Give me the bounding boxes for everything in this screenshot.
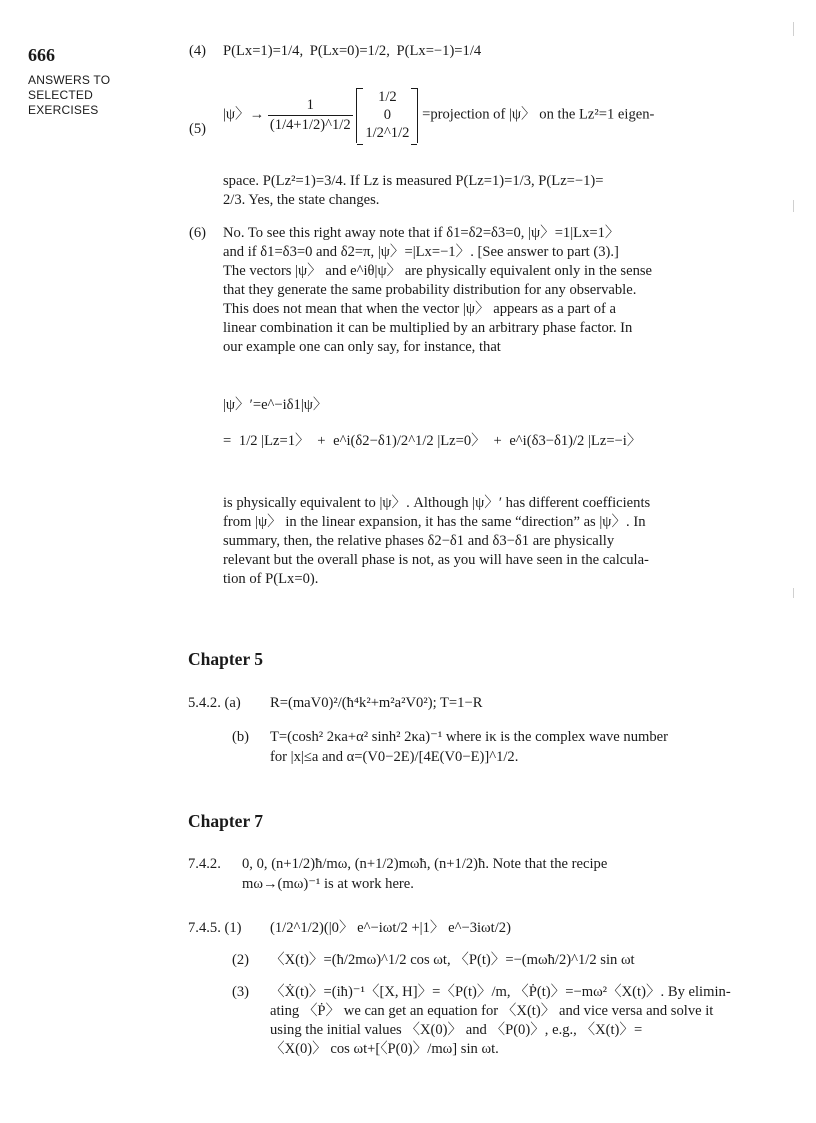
ket-psi: |ψ〉→: [223, 106, 265, 123]
page-number: 666: [28, 45, 55, 65]
fraction-numerator: 1: [268, 96, 353, 116]
item-number: (5): [189, 121, 207, 137]
text-line: relevant but the overall phase is not, as you will have seen in the calcula-: [223, 551, 649, 568]
text-line: linear combination it can be multiplied by an arbitrary phase factor. In: [223, 319, 633, 336]
exercise-5-4-2a: R=(maV0)²/(ħ⁴k²+m²a²V0²); T=1−R: [270, 695, 483, 711]
text-line: 〈X(0)〉 cos ωt+[〈P(0)〉/mω] sin ωt.: [270, 1040, 499, 1057]
text-line: our example one can only say, for instance, that: [223, 338, 501, 355]
text-line: tion of P(Lx=0).: [223, 570, 319, 587]
part-label: (3): [232, 984, 250, 1000]
vector-entry: 1/2: [378, 89, 397, 105]
fraction-denominator: (1/4+1/2)^1/2: [269, 116, 351, 133]
exercise-7-4-5-2: 〈X(t)〉=(ħ/2mω)^1/2 cos ωt, 〈P(t)〉=−(mωħ/2)^1/2 sin ωt: [270, 952, 635, 968]
answer-6-conclusion: [223, 494, 793, 589]
margin-tick: [793, 22, 794, 36]
expansion-term: e^i(δ3−δ1)/2 |Lz=−i〉: [509, 433, 642, 449]
margin-heading-line-3: EXERCISES: [28, 103, 99, 117]
text-line: summary, then, the relative phases δ2−δ1 and δ3−δ1 are physically: [223, 532, 615, 549]
margin-heading: [28, 73, 128, 118]
answer-6: [189, 224, 793, 357]
normalization-fraction: [268, 96, 353, 135]
expansion-term: e^i(δ2−δ1)/2^1/2 |Lz=0〉: [333, 433, 486, 449]
text-line: 〈Ẋ(t)〉=(iħ)⁻¹〈[X, H]〉=〈P(t)〉/m, 〈Ṗ(t)〉=−mω²〈X(t)〉. By elimin-: [270, 984, 731, 1000]
projection-equation: [223, 88, 654, 143]
exercise-7-4-2-line-2: mω→(mω)⁻¹ is at work here.: [242, 876, 414, 892]
equation: P(Lx=1)=1/4, P(Lx=0)=1/2, P(Lx=−1)=1/4: [223, 43, 482, 59]
item-number: (6): [189, 225, 207, 241]
margin-tick: [793, 200, 794, 212]
exercise-5-4-2b-line-2: for |x|≤a and α=(V0−2E)/[4E(V0−E)]^1/2.: [270, 749, 519, 765]
text-line: that they generate the same probability distribution for any observable.: [223, 281, 637, 298]
phase-equation-line-2: = 1/2 |Lz=1〉 + e^i(δ2−δ1)/2^1/2 |Lz=0〉 + e^i(δ3−δ1)/2 |Lz=−i〉: [223, 433, 642, 449]
exercise-number: 7.4.2.: [188, 856, 221, 872]
answer-5: [189, 88, 793, 168]
margin-heading-line-2: SELECTED: [28, 88, 93, 102]
margin-tick: [793, 588, 794, 598]
margin-heading-line-1: ANSWERS TO: [28, 73, 111, 87]
expansion-term: 1/2 |Lz=1〉: [238, 433, 310, 449]
text-line: ating 〈Ṗ〉 we can get an equation for 〈X(t)〉 and vice versa and solve it: [270, 1002, 714, 1019]
exercise-number: 7.4.5. (1): [188, 920, 242, 936]
text-line: using the initial values 〈X(0)〉 and 〈P(0)〉, e.g., 〈X(t)〉=: [270, 1021, 643, 1038]
item-number: (4): [189, 43, 207, 59]
vector-entry: 0: [383, 107, 392, 124]
part-label: (2): [232, 952, 250, 968]
part-label: (b): [232, 729, 250, 745]
exercise-5-4-2b-line-1: T=(cosh² 2κa+α² sinh² 2κa)⁻¹ where iκ is the complex wave number: [270, 729, 669, 745]
exercise-7-4-5-1: (1/2^1/2)(|0〉 e^−iωt/2 +|1〉 e^−3iωt/2): [270, 920, 511, 936]
text-line: from |ψ〉 in the linear expansion, it has the same “direction” as |ψ〉. In: [223, 513, 646, 530]
vector-entry: 1/2^1/2: [365, 125, 410, 142]
answer-5-continuation: [223, 172, 793, 210]
column-vector: [356, 88, 418, 143]
exercise-7-4-5-3: [270, 983, 793, 1059]
chapter-5-heading: Chapter 5: [188, 649, 264, 669]
text-line: space. P(Lz²=1)=3/4. If Lz is measured P(Lz=1)=1/3, P(Lz=−1)=: [223, 173, 604, 189]
exercise-7-4-2-line-1: 0, 0, (n+1/2)ħ/mω, (n+1/2)mωħ, (n+1/2)ħ. Note that the recipe: [242, 856, 608, 872]
phase-equation-line-1: |ψ〉′=e^−iδ1|ψ〉: [223, 397, 328, 413]
exercise-number: 5.4.2. (a): [188, 695, 241, 711]
answer-4: [189, 42, 793, 61]
text-line: is physically equivalent to |ψ〉. Although |ψ〉′ has different coefficients: [223, 495, 651, 511]
text-line: No. To see this right away note that if δ1=δ2=δ3=0, |ψ〉=1|Lx=1〉: [223, 225, 620, 241]
text-line: and if δ1=δ3=0 and δ2=π, |ψ〉=|Lx=−1〉. [See answer to part (3).]: [223, 243, 619, 260]
text-line: The vectors |ψ〉 and e^iθ|ψ〉 are physically equivalent only in the sense: [223, 262, 653, 279]
chapter-7-heading: Chapter 7: [188, 811, 264, 831]
text-line: 2/3. Yes, the state changes.: [223, 191, 380, 208]
text-line: This does not mean that when the vector |ψ〉 appears as a part of a: [223, 300, 616, 317]
projection-text: =projection of |ψ〉 on the Lz²=1 eigen-: [422, 106, 655, 123]
